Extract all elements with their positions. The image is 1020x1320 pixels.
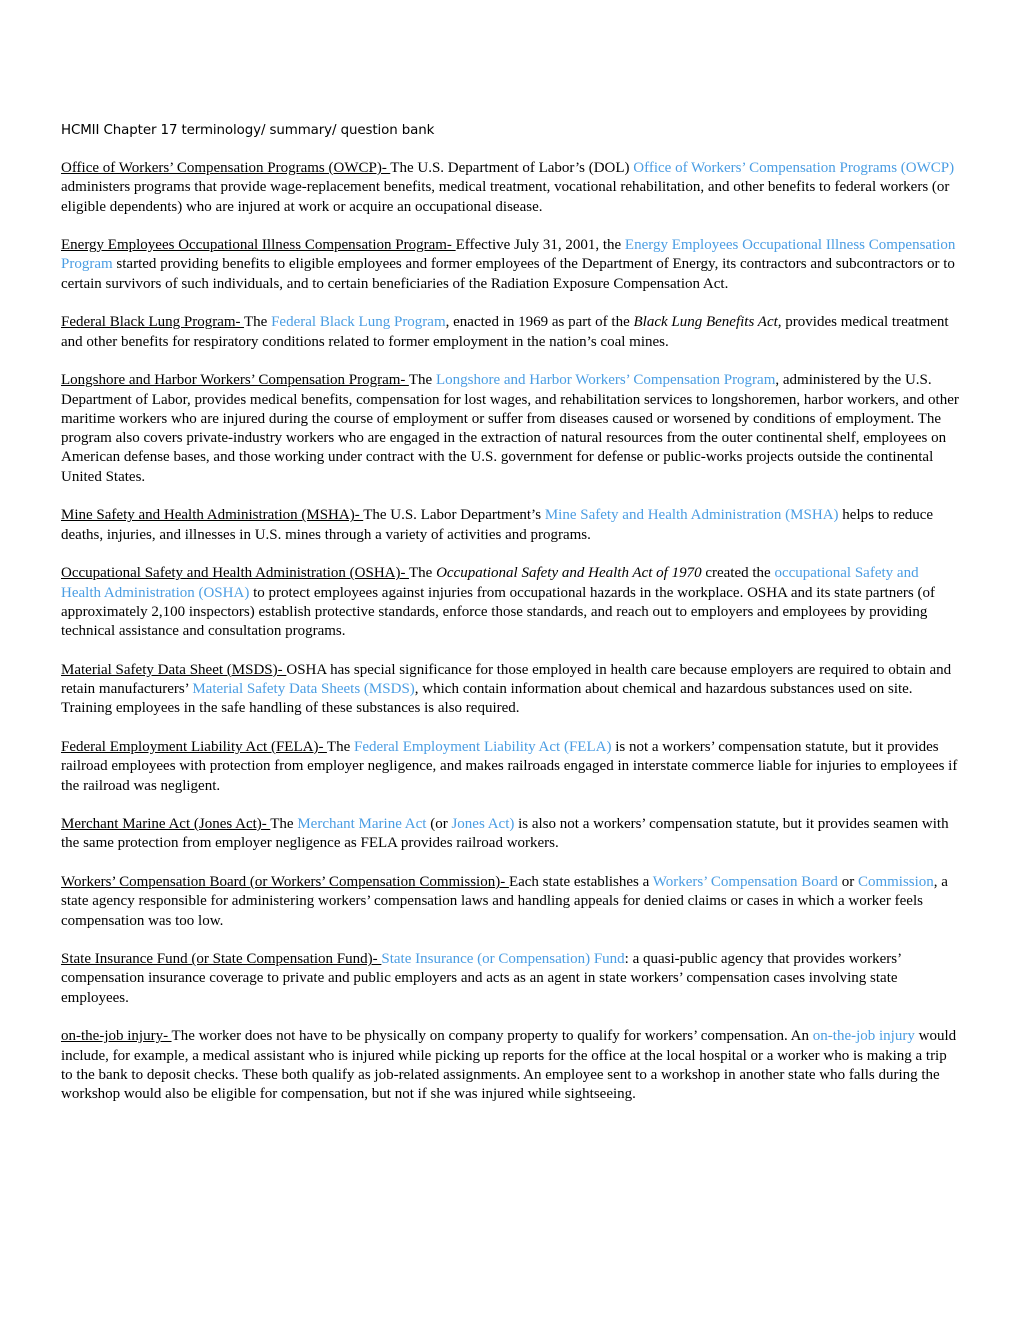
highlighted-term: Energy Employees Occupational Illness Compensation Program xyxy=(61,237,956,273)
glossary-entry xyxy=(61,815,961,854)
highlighted-term: Jones Act) xyxy=(451,816,515,833)
entry-text: Each state establishes a xyxy=(508,873,653,890)
entry-text: helps to reduce deaths, injuries, and illnesses in U.S. mines through a variety of activities and programs. xyxy=(61,507,934,543)
entry-text: started providing benefits to eligible employees and former employees of the Department of Energy, its contractors and subcontractors or to certain survivors of such individuals, and to certain beneficiaries of the Radiation Exposure Compensation Act. xyxy=(61,256,955,292)
entry-text: , which contain information about chemical and hazardous substances used on site. Training employees in the safe handling of these substances is also required. xyxy=(61,681,913,717)
highlighted-term: on-the-job injury xyxy=(812,1028,915,1045)
entry-term: Workers’ Compensation Board (or Workers’ Compensation Commission)- xyxy=(61,873,509,890)
glossary-entry xyxy=(61,371,961,487)
highlighted-term: Federal Black Lung Program xyxy=(271,314,446,331)
entry-term: State Insurance Fund (or State Compensation Fund)- xyxy=(61,951,382,968)
entry-text: The xyxy=(326,738,354,755)
italic-title: Occupational Safety and Health Act of 1970 xyxy=(436,565,702,582)
highlighted-term: Longshore and Harbor Workers’ Compensation Program xyxy=(435,372,776,389)
entry-text: or xyxy=(837,873,858,890)
glossary-entries xyxy=(61,159,961,1105)
entry-text: , administered by the U.S. Department of Labor, provides medical benefits, compensation for lost wages, and rehabilitation services to longshoremen, harbor workers, and other maritime workers who are injured during the course of employment or suffer from diseases caused or worsened by conditions of employment. The program also covers private-industry workers who are engaged in the extraction of natural resources from the outer continental shelf, employees on American defense bases, and those working under contract with the U.S. government for defense or public-works projects outside the continental United States. xyxy=(61,372,959,485)
entry-term: on-the-job injury- xyxy=(61,1028,172,1045)
document-page xyxy=(61,121,961,1124)
entry-text: Effective July 31, 2001, the xyxy=(455,237,625,254)
entry-text: to protect employees against injuries from occupational hazards in the workplace. OSHA and its state partners (of approximately 2,100 inspectors) establish protective standards, enforce those standards, and reach out to employers and employees by providing technical assistance and consultation programs. xyxy=(61,584,935,640)
entry-text: is not a workers’ compensation statute, but it provides railroad employees with protection from employer negligence, and makes railroads engaged in interstate commerce liable for injuries to employees if the railroad was negligent. xyxy=(61,738,958,794)
entry-term: Occupational Safety and Health Administration (OSHA)- xyxy=(61,565,409,582)
highlighted-term: Mine Safety and Health Administration (MSHA) xyxy=(544,507,839,524)
highlighted-term: State Insurance (or Compensation) Fund xyxy=(381,951,625,968)
highlighted-term: Material Safety Data Sheets (MSDS) xyxy=(192,681,415,698)
entry-text: The U.S. Department of Labor’s (DOL) xyxy=(390,160,634,176)
entry-text: is also not a workers’ compensation statute, but it provides seamen with the same protection from employer negligence as FELA provides railroad workers. xyxy=(61,816,949,852)
entry-text: would include, for example, a medical assistant who is injured while picking up reports for the office at the local hospital or a worker who is making a trip to the bank to deposit checks. These both qualify as job-related assignments. An employee sent to a workshop in another state who falls during the workshop would also be eligible for compensation, but not if she was injured while sightseeing. xyxy=(61,1028,957,1103)
entry-text: : a quasi-public agency that provides workers’ compensation insurance coverage to private and public employers and acts as an agent in state workers’ compensation cases involving state employees. xyxy=(61,951,901,1006)
highlighted-term: Commission xyxy=(857,873,934,890)
entry-term: Federal Employment Liability Act (FELA)- xyxy=(61,738,327,755)
entry-term: Mine Safety and Health Administration (MSHA)- xyxy=(61,507,364,524)
entry-text: provides medical treatment and other benefits for respiratory conditions related to former employment in the nation’s coal mines. xyxy=(61,314,949,350)
entry-term: Office of Workers’ Compensation Programs (OWCP)- xyxy=(61,160,391,176)
entry-text: The worker does not have to be physically on company property to qualify for workers’ compensation. An xyxy=(171,1028,813,1045)
entry-text: (or xyxy=(426,816,452,833)
entry-text: The U.S. Labor Department’s xyxy=(363,507,545,524)
glossary-entry xyxy=(61,950,961,1008)
glossary-entry xyxy=(61,661,961,719)
glossary-entry xyxy=(61,738,961,796)
highlighted-term: Office of Workers’ Compensation Programs (OWCP) xyxy=(633,160,955,176)
glossary-entry xyxy=(61,236,961,294)
entry-text: , a state agency responsible for administering workers’ compensation laws and handling appeals for denied claims or cases in which a worker feels compensation was too low. xyxy=(61,873,948,929)
entry-text: OSHA has special significance for those employed in health care because employers are required to obtain and retain manufacturers’ xyxy=(61,661,952,698)
glossary-entry xyxy=(61,873,961,931)
highlighted-term: Workers’ Compensation Board xyxy=(652,873,838,890)
glossary-entry xyxy=(61,564,961,641)
entry-text: The xyxy=(408,372,436,389)
entry-term: Longshore and Harbor Workers’ Compensation Program- xyxy=(61,372,409,389)
highlighted-term: occupational Safety and Health Administration (OSHA) xyxy=(61,565,919,601)
entry-text: The xyxy=(244,314,272,331)
entry-text: administers programs that provide wage-replacement benefits, medical treatment, vocational rehabilitation, and other benefits to federal workers (or eligible dependents) who are injured at work or acquire an occupational disease. xyxy=(61,179,950,215)
glossary-entry xyxy=(61,313,961,352)
entry-text: created the xyxy=(701,565,775,582)
entry-term: Merchant Marine Act (Jones Act)- xyxy=(61,816,271,833)
entry-term: Federal Black Lung Program- xyxy=(61,314,245,331)
italic-title: Black Lung Benefits Act, xyxy=(633,314,782,331)
glossary-entry xyxy=(61,506,961,545)
entry-text: The xyxy=(270,816,298,833)
entry-text: , enacted in 1969 as part of the xyxy=(445,314,634,331)
entry-term: Energy Employees Occupational Illness Compensation Program- xyxy=(61,237,456,254)
highlighted-term: Merchant Marine Act xyxy=(297,816,427,833)
entry-term: Material Safety Data Sheet (MSDS)- xyxy=(61,661,287,678)
glossary-entry xyxy=(61,159,961,217)
document-title: HCMII Chapter 17 terminology/ summary/ question bank xyxy=(61,123,435,138)
highlighted-term: Federal Employment Liability Act (FELA) xyxy=(354,738,612,755)
entry-text: The xyxy=(408,565,437,582)
glossary-entry xyxy=(61,1027,961,1104)
